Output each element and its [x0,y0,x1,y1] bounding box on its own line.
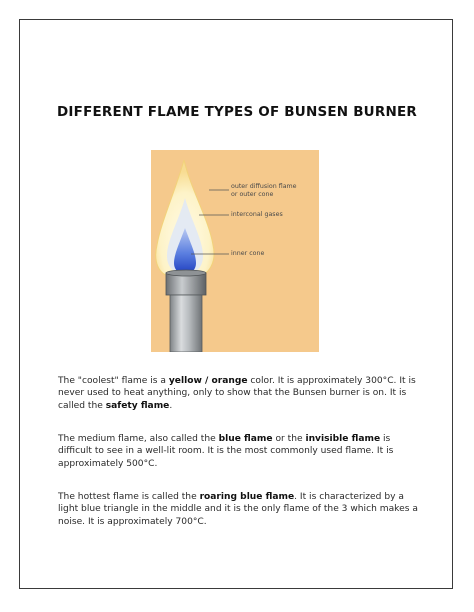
text: is difficult to see in a well-lit room. It is the most commonly used flame. It is approximately 500°C. [58,434,394,469]
text: or the [272,434,306,444]
outer-flame-label-line-2: or outer cone [231,190,274,198]
text: The "coolest" flame is a [58,376,169,386]
outer-flame-label-line-1: outer diffusion flame [231,183,297,190]
paragraph-blue-flame [58,433,418,470]
text: The hottest flame is called the [58,492,200,502]
text: . [169,400,173,411]
interconal-gases-label: interconal gases [231,211,283,218]
paragraph-roaring-flame [58,491,418,528]
emphasis: yellow / orange [168,376,248,386]
inner-cone-label: inner cone [231,250,265,257]
text: color. It is approximately 300°C. It is never used to heat anything, only to show that the Bunsen burner is on. It is called the [58,376,416,411]
burner-tube [170,295,202,352]
text: . It is characterized by a light blue triangle in the middle and it is the only flame of the 3 which makes a noise. It is approximately 700°C. [58,492,418,527]
outer-flame-label [231,183,297,198]
paragraph-safety-flame [58,375,418,412]
bunsen-flame-figure [151,150,319,352]
document-title: DIFFERENT FLAME TYPES OF BUNSEN BURNER [57,104,417,120]
text: The medium flame, also called the [58,434,219,444]
emphasis: invisible flame [305,434,381,444]
emphasis: roaring blue flame [199,492,295,502]
emphasis: blue flame [218,434,273,444]
emphasis: safety flame [105,400,170,411]
